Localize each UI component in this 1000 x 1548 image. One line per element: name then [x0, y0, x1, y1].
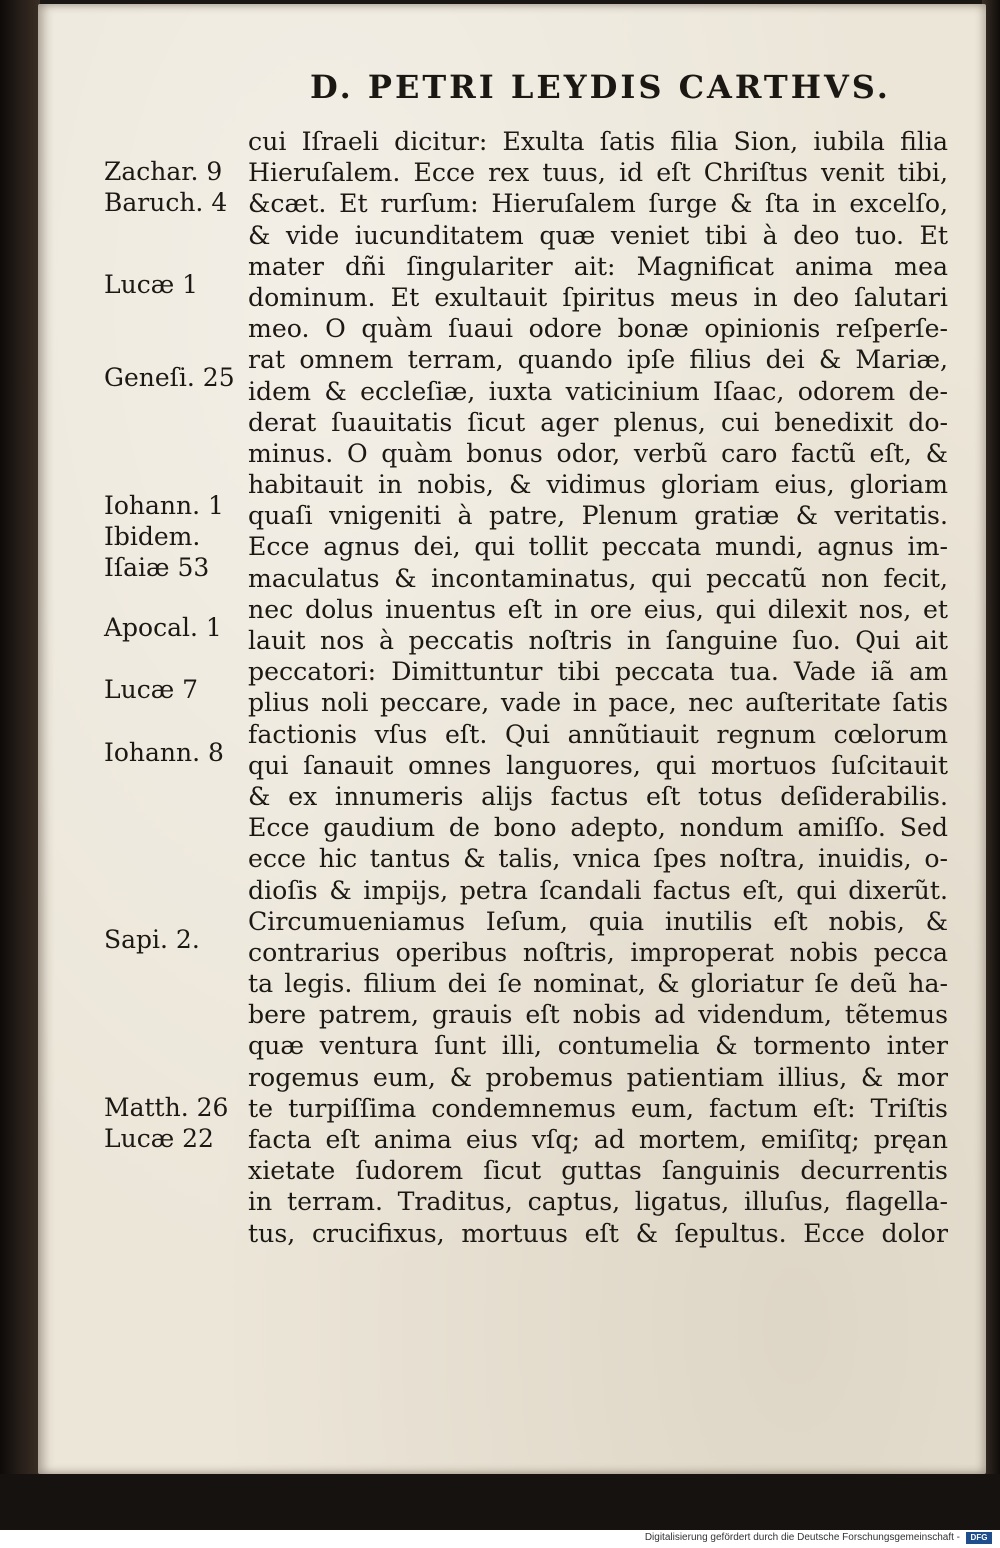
text-line: ta legis. filium dei ſe nominat, & gloriatur ſe deũ ha-: [248, 969, 948, 999]
margin-note: Sapi. 2.: [104, 924, 200, 954]
text-line: dioſis & impijs, petra ſcandali factus eſt, qui dixerũt.: [248, 875, 948, 905]
margin-note: Geneſi. 25: [104, 363, 235, 393]
text-line: habitauit in nobis, & vidimus gloriam eius, gloriam: [248, 470, 948, 500]
margin-note: Lucæ 7: [104, 675, 199, 705]
text-line: &cæt. Et rurſum: Hieruſalem ſurge & ſta in excelſo,: [248, 189, 948, 219]
text-line: Hieruſalem. Ecce rex tuus, id eſt Chriſtus venit tibi,: [248, 158, 948, 188]
text-line: quæ ventura ſunt illi, contumelia & tormento inter: [248, 1031, 948, 1061]
text-line: Circumueniamus Ieſum, quia inutilis eſt nobis, &: [248, 906, 948, 936]
margin-note: Apocal. 1: [104, 612, 222, 642]
text-line: lauit nos à peccatis noſtris in ſanguine ſuo. Qui ait: [248, 626, 948, 655]
margin-note: Iohann. 1: [104, 491, 224, 521]
text-line: Ecce gaudium de bono adepto, nondum amiſſo. Sed: [248, 813, 948, 843]
text-line: factionis vſus eſt. Qui annũtiauit regnum cœlorum: [248, 719, 948, 749]
text-line: te turpiſſima condemnemus eum, factum eſt: Triſtis: [248, 1093, 948, 1123]
text-line: rat omnem terram, quando ipſe filius dei & Mariæ,: [248, 345, 948, 375]
text-line: & vide iucunditatem quæ veniet tibi à deo tuo. Et: [248, 220, 948, 250]
margin-note: Iohann. 8: [104, 737, 224, 767]
text-line: minus. O quàm bonus odor, verbũ caro factũ eſt, &: [248, 438, 948, 468]
text-line: quaſi vnigeniti à patre, Plenum gratiæ & veritatis.: [248, 501, 948, 531]
margin-note: Lucæ 22: [104, 1124, 214, 1154]
text-line: qui ſanauit omnes languores, qui mortuos ſuſcitauit: [248, 750, 948, 780]
margin-note: Matth. 26: [104, 1093, 229, 1123]
margin-note: Lucæ 1: [104, 269, 199, 299]
text-line: idem & eccleſiæ, iuxta vaticinium Iſaac, odorem de-: [248, 376, 948, 406]
text-line: maculatus & incontaminatus, qui peccatũ non fecit,: [248, 563, 948, 593]
text-line: contrarius operibus noſtris, improperat nobis pecca: [248, 937, 948, 967]
binding-edge: [0, 0, 40, 1530]
margin-note: Baruch. 4: [104, 188, 228, 218]
text-line: & ex innumeris alijs factus eſt totus deſiderabilis.: [248, 781, 948, 811]
text-line: Ecce agnus dei, qui tollit peccata mundi, agnus im-: [248, 532, 948, 562]
text-line: plius noli peccare, vade in pace, nec auſteritate ſatis: [248, 688, 948, 718]
text-line: dominum. Et exultauit ſpiritus meus in deo ſalutari: [248, 282, 948, 312]
text-line: derat ſuauitatis ſicut ager plenus, cui benedixit do-: [248, 407, 948, 437]
margin-note: Ibidem.: [104, 522, 201, 552]
text-line: ecce hic tantus & talis, vnica ſpes noſtra, inuidis, o-: [248, 844, 948, 874]
scan-bottom-margin: [0, 1474, 1000, 1530]
body-text: [248, 126, 948, 1249]
text-line: xietate ſudorem ſicut guttas ſanguinis decurrentis: [248, 1156, 948, 1186]
footer-credit: Digitalisierung gefördert durch die Deutsche Forschungsgemeinschaft -: [644, 1532, 960, 1543]
margin-note: Iſaiæ 53: [104, 553, 210, 583]
text-line: tus, crucifixus, mortuus eſt & ſepultus. Ecce dolor: [248, 1218, 948, 1248]
text-line: in terram. Traditus, captus, ligatus, illuſus, flagella-: [248, 1187, 948, 1217]
dfg-logo: DFG: [966, 1532, 992, 1544]
text-line: cui Iſraeli dicitur: Exulta ſatis filia Sion, iubila filia: [248, 127, 948, 156]
text-line: rogemus eum, & probemus patientiam illius, & mor: [248, 1062, 948, 1092]
text-line: peccatori: Dimittuntur tibi peccata tua. Vade iã am: [248, 657, 948, 687]
text-line: mater dñi ſingulariter ait: Magnificat anima mea: [248, 251, 948, 281]
text-line: bere patrem, grauis eſt nobis ad videndum, tẽtemus: [248, 1000, 948, 1030]
text-line: meo. O quàm ſuaui odore bonæ opinionis reſperſe-: [248, 314, 948, 344]
running-head: D. PETRI LEYDIS CARTHVS.: [310, 68, 891, 106]
margin-note: Zachar. 9: [104, 157, 223, 187]
footer: [0, 1530, 1000, 1548]
text-line: facta eſt anima eius vſq; ad mortem, emiſitq; pręan: [248, 1125, 948, 1154]
text-line: nec dolus inuentus eſt in ore eius, qui dilexit nos, et: [248, 594, 948, 624]
